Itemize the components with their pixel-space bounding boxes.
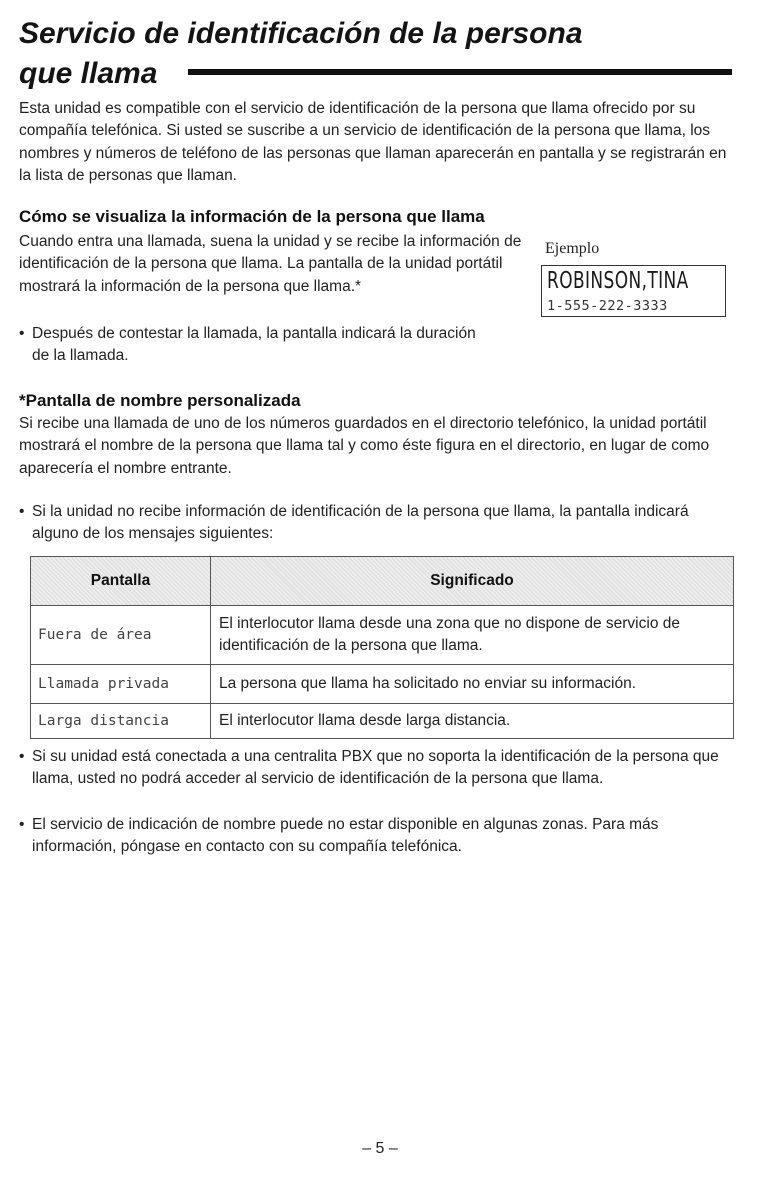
- bullet-dot: •: [19, 325, 25, 342]
- bullet-text: El servicio de indicación de nombre puede no estar disponible en algunas zonas. Para más información, póngase en contacto con su compañía telefónica.: [32, 816, 659, 856]
- table-cell-display: Fuera de área: [31, 606, 211, 665]
- note-bullet-pbx: [19, 746, 734, 791]
- bullet-dot: •: [19, 503, 25, 520]
- section-display-body: Cuando entra una llamada, suena la unidad y se recibe la información de identificación de la persona que llama. La pantalla de la unidad portátil mostrará la información de la persona que llama.*: [19, 233, 522, 295]
- title-rule: [188, 69, 732, 75]
- section-custom-heading: *Pantalla de nombre personalizada: [19, 391, 301, 410]
- bullet-text: Si la unidad no recibe información de identificación de la persona que llama, la pantalla indicará alguno de los mensajes siguientes:: [32, 503, 689, 543]
- table-row: [31, 665, 734, 704]
- table-cell-meaning: El interlocutor llama desde larga distancia.: [211, 704, 734, 739]
- example-display-screen: [541, 265, 726, 317]
- note-bullet-availability: [19, 814, 734, 859]
- table-cell-meaning: El interlocutor llama desde una zona que no dispone de servicio de identificación de la persona que llama.: [211, 606, 734, 665]
- section-custom-body: Si recibe una llamada de uno de los números guardados en el directorio telefónico, la unidad portátil mostrará el nombre de la persona que llama tal y como éste figura en el directorio, en lugar de como aparecería el nombre entrante.: [19, 415, 710, 477]
- bullet-text: Después de contestar la llamada, la pantalla indicará la duración de la llamada.: [32, 325, 476, 365]
- page-number: – 5 –: [362, 1140, 398, 1157]
- caller-id-messages-table: [30, 556, 734, 739]
- example-caller-name: ROBINSON,TINA: [547, 268, 689, 294]
- page-title-line-1: Servicio de identificación de la persona: [19, 17, 583, 50]
- table-row: [31, 606, 734, 665]
- table-header-row: [31, 557, 734, 606]
- page-title-line-2: que llama: [19, 57, 158, 90]
- section-custom-bullet: [19, 501, 731, 546]
- bullet-dot: •: [19, 816, 25, 833]
- table-cell-meaning: La persona que llama ha solicitado no enviar su información.: [211, 665, 734, 704]
- bullet-text: Si su unidad está conectada a una centralita PBX que no soporta la identificación de la persona que llama, usted no podrá acceder al servicio de identificación de la persona que llama.: [32, 748, 719, 788]
- section-display-heading: Cómo se visualiza la información de la persona que llama: [19, 207, 485, 226]
- table-cell-display: Llamada privada: [31, 665, 211, 704]
- bullet-dot: •: [19, 748, 25, 765]
- table-header-display: Pantalla: [31, 557, 211, 606]
- example-label: Ejemplo: [545, 240, 600, 257]
- example-caller-number: 1-555-222-3333: [547, 298, 668, 314]
- intro-paragraph: Esta unidad es compatible con el servicio de identificación de la persona que llama ofrecido por su compañía telefónica. Si usted se suscribe a un servicio de identificación de la persona que llama, los nombres y números de teléfono de las personas que llaman aparecerán en pantalla y se registrarán en la lista de personas que llaman.: [19, 100, 727, 185]
- table-header-meaning: Significado: [211, 557, 734, 606]
- table-cell-display: Larga distancia: [31, 704, 211, 739]
- section-display-bullet: [19, 323, 489, 368]
- table-row: [31, 704, 734, 739]
